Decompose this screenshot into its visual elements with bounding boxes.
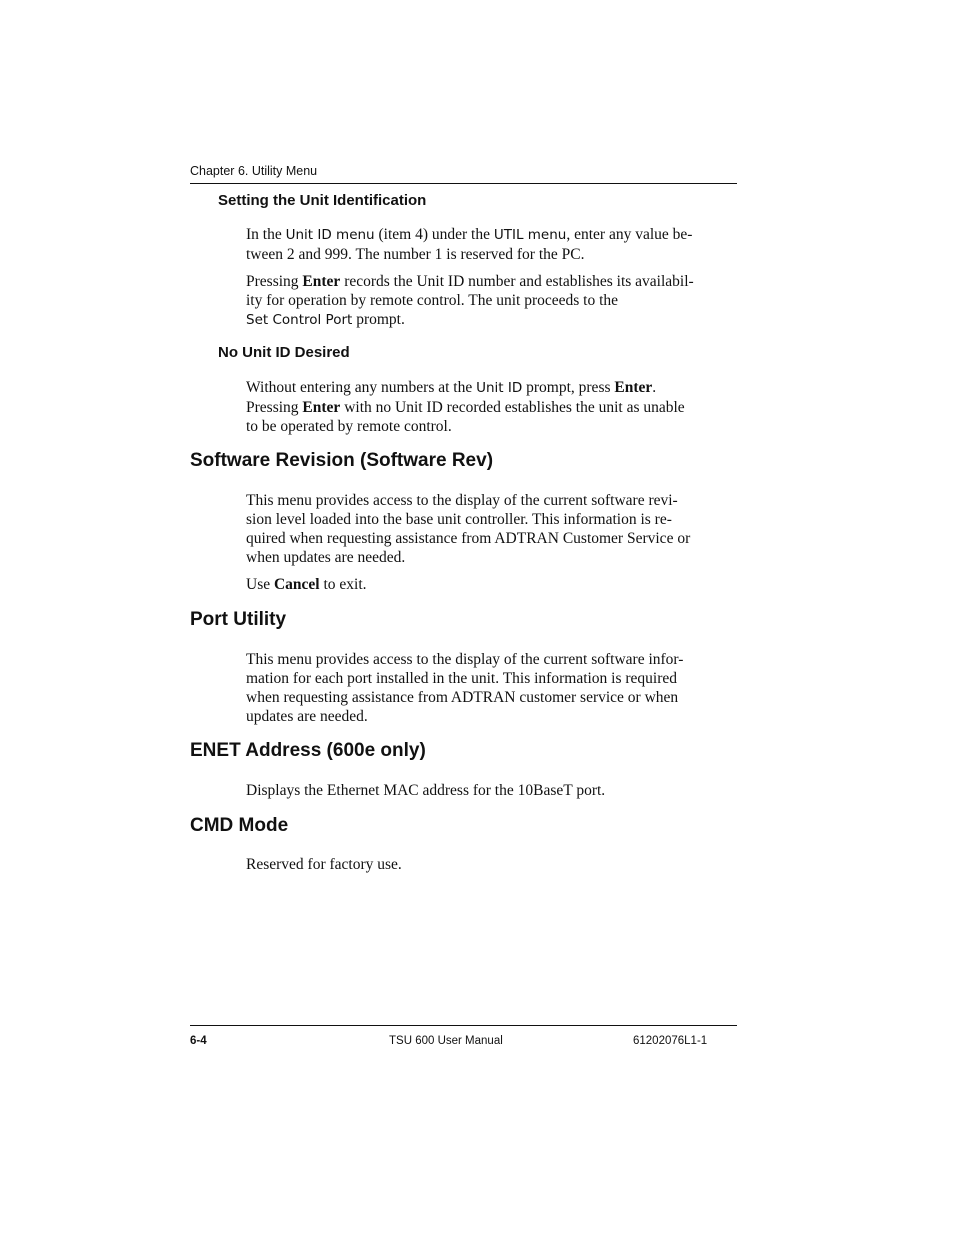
para-unit-id-1: [246, 225, 738, 264]
heading-no-unit-id: No Unit ID Desired: [218, 344, 350, 361]
key-enter: Enter: [302, 273, 341, 290]
heading-software-revision: Software Revision (Software Rev): [190, 450, 494, 471]
text: when updates are needed.: [246, 549, 406, 566]
text: This menu provides access to the display of the current software infor-: [246, 651, 684, 668]
heading-port-utility: Port Utility: [190, 609, 287, 630]
chapter-header: Chapter 6. Utility Menu: [190, 164, 318, 178]
text: In the: [246, 226, 286, 243]
ui-term-set-control-port: Set Control Port: [246, 312, 353, 328]
text: quired when requesting assistance from ADTRAN Customer Service or: [246, 530, 691, 547]
text: records the Unit ID number and establishes its availabil-: [340, 273, 694, 290]
text: This menu provides access to the display of the current software revi-: [246, 492, 678, 509]
text: when requesting assistance from ADTRAN customer service or when: [246, 689, 679, 706]
para-software-rev-2: [246, 575, 738, 594]
text: Pressing: [246, 399, 303, 416]
text: Without entering any numbers at the: [246, 379, 477, 396]
text: ity for operation by remote control. The unit proceeds to the: [246, 292, 619, 309]
text: updates are needed.: [246, 708, 368, 725]
footer-rule: [190, 1025, 737, 1026]
para-software-rev-1: [246, 491, 738, 567]
heading-cmd-mode: CMD Mode: [190, 815, 289, 836]
text: prompt, press: [522, 379, 615, 396]
key-cancel: Cancel: [273, 576, 320, 593]
key-enter: Enter: [302, 399, 341, 416]
heading-enet-address: ENET Address (600e only): [190, 740, 426, 761]
ui-term-util-menu: UTIL menu: [493, 227, 567, 243]
text: prompt.: [352, 311, 405, 328]
text: tween 2 and 999. The number 1 is reserved for the PC.: [246, 246, 585, 263]
text: to exit.: [319, 576, 367, 593]
para-port-utility: [246, 650, 738, 726]
text: sion level loaded into the base unit controller. This information is re-: [246, 511, 672, 528]
text: .: [652, 379, 657, 396]
header-rule: [190, 183, 737, 184]
text: , enter any value be-: [566, 226, 693, 243]
para-unit-id-2: [246, 272, 738, 330]
text: Pressing: [246, 273, 303, 290]
footer-page-number: 6-4: [190, 1035, 207, 1047]
ui-term-unit-id-menu: Unit ID menu: [285, 227, 375, 243]
text: mation for each port installed in the unit. This information is required: [246, 670, 678, 687]
key-enter: Enter: [614, 379, 653, 396]
ui-term-unit-id: Unit ID: [476, 380, 523, 396]
text: (item 4) under the: [374, 226, 494, 243]
heading-setting-unit-id: Setting the Unit Identification: [218, 192, 427, 209]
text: to be operated by remote control.: [246, 418, 452, 435]
footer-title: TSU 600 User Manual: [389, 1035, 503, 1047]
para-enet-address: Displays the Ethernet MAC address for the 10BaseT port.: [246, 782, 606, 799]
footer-doc-number: 61202076L1-1: [633, 1035, 708, 1047]
para-cmd-mode: Reserved for factory use.: [246, 856, 402, 873]
para-no-unit-id: [246, 378, 738, 436]
text: Use: [246, 576, 274, 593]
text: with no Unit ID recorded establishes the unit as unable: [340, 399, 685, 416]
